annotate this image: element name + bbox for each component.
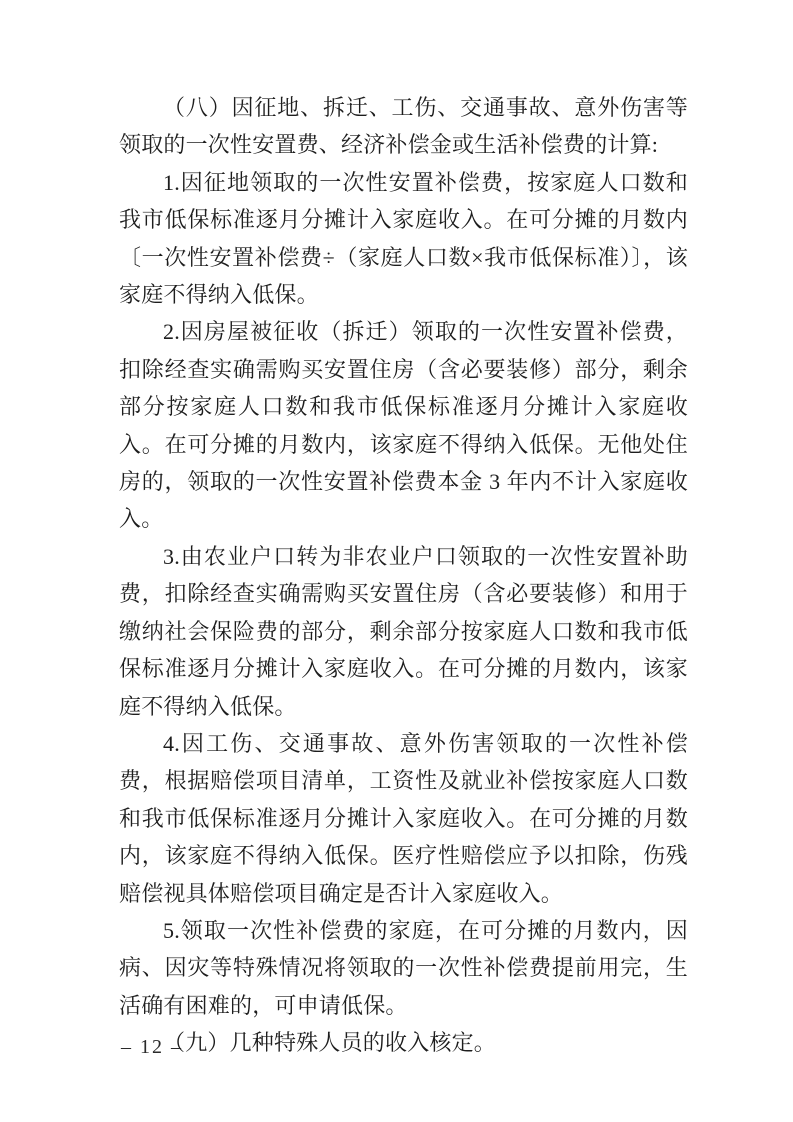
- document-text-body: [119, 89, 688, 1062]
- section-heading-8: （八）因征地、拆迁、工伤、交通事故、意外伤害等领取的一次性安置费、经济补偿金或生活补偿费的计算:: [119, 95, 688, 158]
- section-heading-9: （九）几种特殊人员的收入核定。: [163, 1030, 497, 1056]
- page-number: – 12 –: [121, 1036, 183, 1058]
- paragraph-item-3: 3.由农业户口转为非农业户口领取的一次性安置补助费，扣除经查实确需购买安置住房（含必要装修）和用于缴纳社会保险费的部分，剩余部分按家庭人口数和我市低保标准逐月分摊计入家庭收入。在可分摊的月数内，该家庭不得纳入低保。: [119, 543, 688, 719]
- paragraph-item-2: 2.因房屋被征收（拆迁）领取的一次性安置补偿费，扣除经查实确需购买安置住房（含必要装修）部分，剩余部分按家庭人口数和我市低保标准逐月分摊计入家庭收入。在可分摊的月数内，该家庭不得纳入低保。无他处住房的，领取的一次性安置补偿费本金 3 年内不计入家庭收入。: [119, 319, 688, 532]
- paragraph-item-4: 4.因工伤、交通事故、意外伤害领取的一次性补偿费，根据赔偿项目清单，工资性及就业补偿按家庭人口数和我市低保标准逐月分摊计入家庭收入。在可分摊的月数内，该家庭不得纳入低保。医疗性赔偿应予以扣除，伤残赔偿视具体赔偿项目确定是否计入家庭收入。: [119, 730, 688, 906]
- paragraph-item-5: 5.领取一次性补偿费的家庭，在可分摊的月数内，因病、因灾等特殊情况将领取的一次性补偿费提前用完，生活确有困难的，可申请低保。: [119, 917, 688, 1018]
- paragraph-item-1: 1.因征地领取的一次性安置补偿费，按家庭人口数和我市低保标准逐月分摊计入家庭收入。在可分摊的月数内〔一次性安置补偿费÷（家庭人口数×我市低保标准）〕，该家庭不得纳入低保。: [119, 169, 688, 308]
